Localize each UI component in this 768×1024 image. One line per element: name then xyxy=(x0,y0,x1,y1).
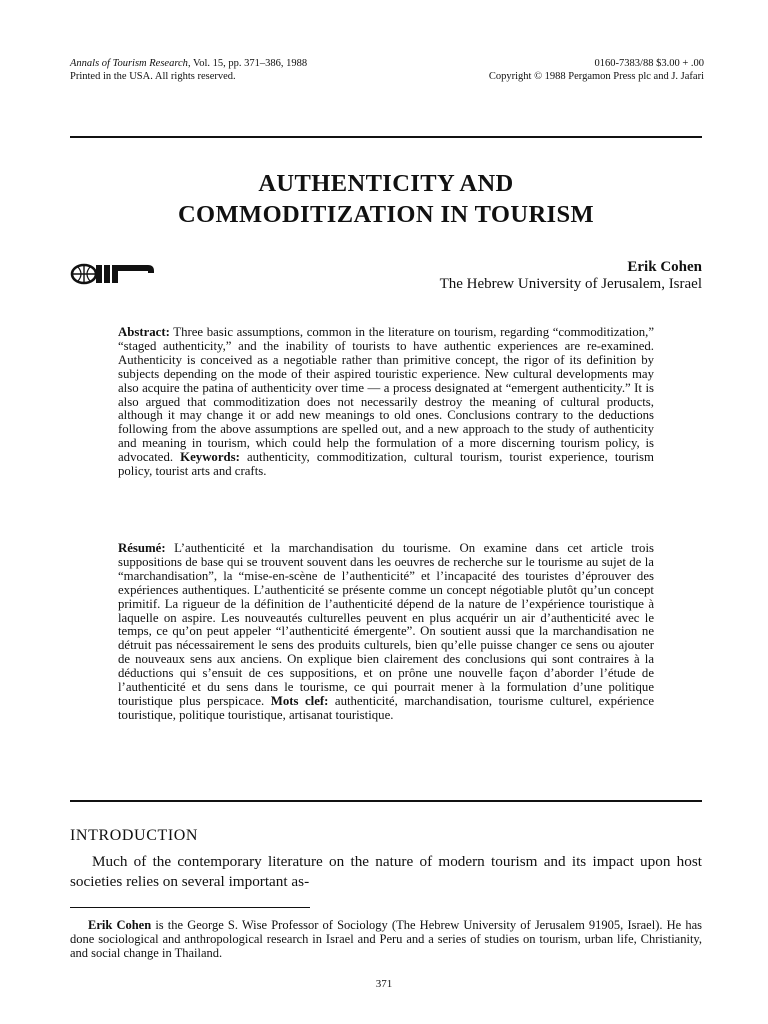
footnote-rule xyxy=(70,907,310,908)
resume-label: Résumé: xyxy=(118,541,166,555)
mots-clef-text: authenticité, marchandisation, tourisme culturel, expérience touristique, politique touristique, artisanat touristique. xyxy=(118,693,655,722)
resume xyxy=(118,542,654,723)
abstract-label: Abstract: xyxy=(118,325,170,339)
title-line-2: COMMODITIZATION IN TOURISM xyxy=(177,201,595,228)
journal-name: Annals of Tourism Research xyxy=(70,58,188,69)
abstract xyxy=(118,326,654,479)
copyright-notice: Copyright © 1988 Pergamon Press plc and J. Jafari xyxy=(488,70,704,82)
introduction-paragraph: Much of the contemporary literature on the nature of modern tourism and its impact upon host societies relies on several important as- xyxy=(70,853,702,890)
abstract-text: Three basic assumptions, common in the literature on tourism, regarding “commoditization,” “staged authenticity,” and the inability of tourists to have authentic experiences are re-examined. Authenticity is conceived as a negotiable rather than primitive concept, the rigor of its definition by subjects depending on the mode of their aspired touristic experience. New cultural developments may also acquire the patina of authenticity over time — a process designated at “emergent authenticity.” It is also argued that commoditization does not necessarily destroy the meaning of cultural products, although it may change it or add new meanings to old ones. Conclusions contrary to the deductions following from the above assumptions are spelled out, and a new approach to the study of authenticity and meaning in tourism, which could help the formulation of a more discerning tourism policy, is advocated. xyxy=(118,325,654,465)
introduction-heading: INTRODUCTION xyxy=(70,827,199,844)
section-rule xyxy=(70,800,702,802)
resume-text: L’authenticité et la marchandisation du tourisme. On examine dans cet article trois suppositions de base qui se trouvent souvent dans les oeuvres de recherche sur le tourisme au sujet de la “marchandisation”, la “mise-en-scène de l’authenticité” et l’incapacité des touristes d’éprouver des expériences authentiques. L’authenticité se présente comme un concept négotiable plutôt qu’un concept primitif. La rigueur de la définition de l’authenticité dépend de la nature de l’expérience touristique à laquelle on aspire. Les nouveautés culturelles peuvent en plus acquérir un air d’authenticité avec le temps, ce qu’on peut appeler “l’authenticité émergente”. On soutient aussi que la marchandisation ne détruit pas nécessairement le sens des produits culturels, bien qu’elle puisse changer ce sens ou ajouter de nouveaux sens aux anciens. On explique bien clairement des conclusions qui sont contraires à la déductions qui s’ensuit de ces suppositions, et on prône une nouvelle façon d’aborder l’étude de l’authenticité et du sens dans le tourisme, ce qui pourrait mener à la formulation d’une politique touristique plus perspicace. xyxy=(118,541,654,708)
mots-clef-label: Mots clef: xyxy=(270,693,329,708)
journal-citation xyxy=(70,58,307,71)
title-line-1: AUTHENTICITY AND xyxy=(258,170,514,197)
page-number: 371 xyxy=(375,978,393,990)
keywords-label: Keywords: xyxy=(180,450,240,465)
top-rule xyxy=(70,136,702,138)
article-title xyxy=(70,168,702,230)
author-name: Erik Cohen xyxy=(627,259,702,275)
author-affiliation: The Hebrew University of Jerusalem, Israel xyxy=(439,276,702,292)
keywords-text: authenticity, commoditization, cultural tourism, tourist experience, tourism policy, tourist arts and crafts. xyxy=(118,450,654,479)
footnote-text: is the George S. Wise Professor of Sociology (The Hebrew University of Jerusalem 91905, Israel). He has done sociological and anthropological research in Israel and Peru and a series of studies on tourism, urban life, Christianity, and social change in Thailand. xyxy=(70,918,703,960)
running-header-left xyxy=(70,58,307,83)
volume-pages: , Vol. 15, pp. 371–386, 1988 xyxy=(187,58,308,69)
issn-price: 0160-7383/88 $3.00 + .00 xyxy=(594,58,704,69)
footnote-author: Erik Cohen xyxy=(88,918,152,932)
running-header-right xyxy=(489,58,704,83)
atr-journal-logo-icon xyxy=(70,262,156,286)
printed-notice: Printed in the USA. All rights reserved. xyxy=(70,70,236,82)
author-footnote xyxy=(70,919,702,960)
